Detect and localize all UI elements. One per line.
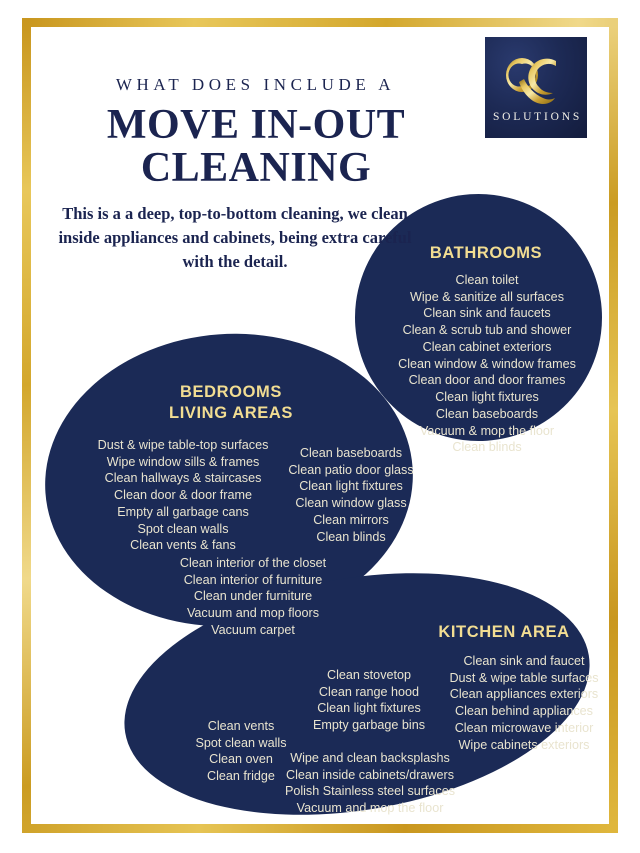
bathrooms-list xyxy=(371,272,603,456)
brand-logo xyxy=(485,37,587,138)
list-item: Vacuum and mop the floor xyxy=(296,801,444,816)
kitchen-heading: KITCHEN AREA xyxy=(438,623,570,641)
eyebrow-text: WHAT DOES INCLUDE A xyxy=(115,75,396,94)
bathrooms-heading: BATHROOMS xyxy=(429,244,543,262)
page-title-line1: MOVE IN-OUT xyxy=(106,102,406,148)
bedrooms-heading-line1: BEDROOMS xyxy=(180,383,282,401)
list-item: Clean fridge xyxy=(207,769,275,784)
list-item: Clean range hood xyxy=(318,684,420,699)
list-item: Clean light fixtures xyxy=(317,701,421,716)
list-item: Spot clean walls xyxy=(137,521,229,536)
list-item: Clean toilet xyxy=(455,273,519,287)
list-item: Clean light fixtures xyxy=(435,390,539,405)
bedrooms-heading-line2: LIVING AREAS xyxy=(169,403,293,422)
list-item: Clean stovetop xyxy=(326,668,411,682)
poster-canvas xyxy=(31,27,609,824)
list-item: Clean patio door glass xyxy=(288,462,414,477)
list-item: Clean blinds xyxy=(452,440,522,455)
list-item: Clean baseboards xyxy=(435,406,539,421)
list-item: Clean cabinet exteriors xyxy=(422,339,552,354)
list-item: Clean oven xyxy=(209,752,273,767)
list-item: Dust & wipe table-top surfaces xyxy=(97,438,269,452)
list-item: Clean baseboards xyxy=(299,446,403,460)
list-item: Wipe & sanitize all surfaces xyxy=(410,289,564,304)
list-item: Clean & scrub tub and shower xyxy=(402,323,572,338)
list-item: Clean appliances exteriors xyxy=(449,687,599,702)
list-item: Clean door & door frame xyxy=(114,488,252,503)
bedrooms-list-right xyxy=(281,445,421,545)
page-title xyxy=(65,104,447,191)
list-item: Vacuum carpet xyxy=(211,622,295,637)
logo-wordmark: SOLUTIONS xyxy=(492,111,583,123)
bedrooms-list-left xyxy=(83,437,283,554)
list-item: Dust & wipe table surfaces xyxy=(449,670,599,685)
list-item: Clean microwave interior xyxy=(454,720,594,735)
qc-monogram-icon xyxy=(499,52,573,110)
list-item: Wipe window sills & frames xyxy=(106,454,260,469)
list-item: Clean mirrors xyxy=(313,512,389,527)
list-item: Clean blinds xyxy=(316,529,386,544)
list-item: Clean vents xyxy=(207,719,275,733)
list-item: Clean window & window frames xyxy=(398,356,576,371)
kitchen-list-middle xyxy=(294,667,444,734)
page-title-line2: CLEANING xyxy=(140,145,372,192)
list-item: Vacuum and mop floors xyxy=(186,606,320,621)
list-item: Clean inside cabinets/drawers xyxy=(285,767,454,782)
list-item: Clean interior of the closet xyxy=(179,556,327,570)
list-item: Clean interior of furniture xyxy=(183,572,323,587)
list-item: Clean vents & fans xyxy=(130,538,236,553)
list-item: Polish Stainless steel surfaces xyxy=(284,784,456,799)
kitchen-list-right xyxy=(439,653,609,753)
list-item: Vacuum & mop the floor xyxy=(419,423,555,438)
list-item: Clean window glass xyxy=(295,496,407,511)
kitchen-list-bottom xyxy=(261,750,479,817)
bedrooms-heading xyxy=(141,382,321,423)
list-item: Clean hallways & staircases xyxy=(104,471,262,486)
list-item: Clean sink and faucets xyxy=(423,306,551,321)
list-item: Clean sink and faucet xyxy=(463,654,585,668)
list-item: Empty all garbage cans xyxy=(117,504,249,519)
list-item: Wipe and clean backsplashs xyxy=(290,751,450,765)
list-item: Spot clean walls xyxy=(195,735,287,750)
page-subtitle: This is a a deep, top-to-bottom cleaning, we clean inside appliances and cabinets, being extra careful with the detail. xyxy=(58,204,412,271)
list-item: Clean under furniture xyxy=(193,589,313,604)
list-item: Empty garbage bins xyxy=(312,718,425,733)
list-item: Clean light fixtures xyxy=(299,479,403,494)
bedrooms-list-bottom xyxy=(128,555,378,639)
list-item: Clean behind appliances xyxy=(455,704,593,719)
list-item: Wipe cabinets exteriors xyxy=(458,737,590,752)
list-item: Clean door and door frames xyxy=(408,373,566,388)
